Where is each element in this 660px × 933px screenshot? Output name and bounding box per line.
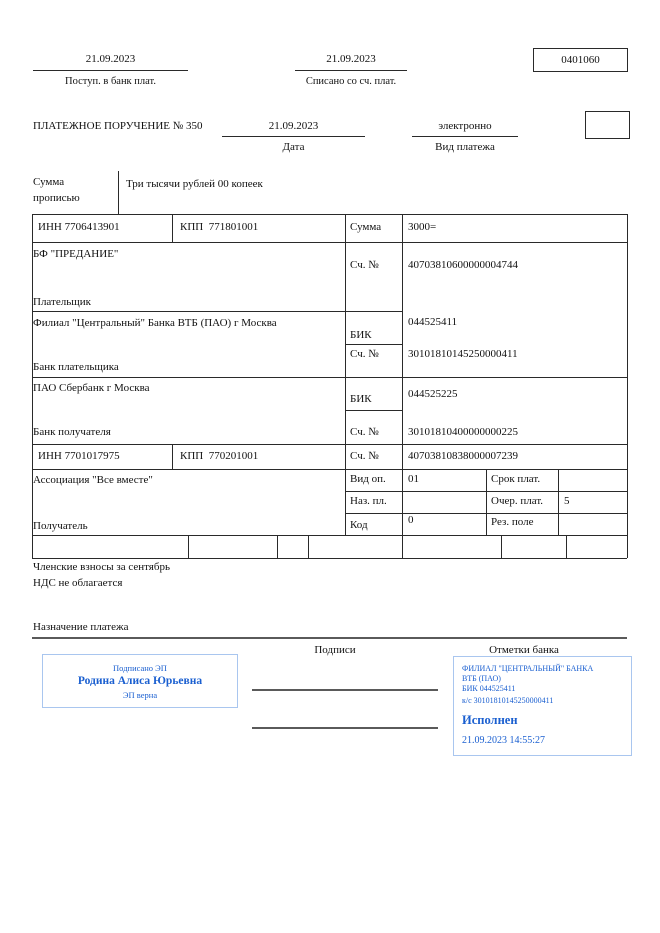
purpose-underline	[32, 637, 627, 639]
payee-bank-account-label: Сч. №	[350, 426, 379, 438]
payer-section-label: Плательщик	[33, 296, 91, 308]
reserve-field-label: Рез. поле	[491, 516, 534, 528]
bank-stamp-line-3: БИК 044525411	[462, 684, 516, 693]
esignature-stamp	[42, 654, 238, 708]
esignature-line-1: Подписано ЭП	[113, 662, 167, 673]
payment-kind-label: Вид платежа	[435, 141, 495, 153]
code-label: Код	[350, 519, 368, 531]
bank-stamp-datetime: 21.09.2023 14:55:27	[462, 735, 546, 746]
payer-bank-account-label: Сч. №	[350, 348, 379, 360]
payer-account: 40703810600000004744	[408, 259, 518, 271]
table-divider	[172, 444, 173, 469]
empty-code-box	[585, 111, 630, 139]
debited-date-underline	[295, 70, 407, 71]
table-line	[32, 469, 627, 470]
payee-bank-account: 30101810400000000225	[408, 426, 518, 438]
payee-account-label: Сч. №	[350, 450, 379, 462]
payer-bank-section-label: Банк плательщика	[33, 361, 119, 373]
amount-words-value: Три тысячи рублей 00 копеек	[126, 178, 263, 190]
payer-kpp: КПП 771801001	[180, 221, 259, 233]
signatures-header: Подписи	[314, 644, 356, 656]
payment-purpose-code-label: Наз. пл.	[350, 495, 387, 507]
table-divider	[501, 535, 502, 558]
signature-line-1	[252, 689, 438, 691]
bank-stamp-line-1: ФИЛИАЛ "ЦЕНТРАЛЬНЫЙ" БАНКА	[462, 664, 594, 673]
received-date-label: Поступ. в банк плат.	[65, 76, 156, 87]
bank-stamp-status: Исполнен	[462, 713, 518, 727]
payee-section-label: Получатель	[33, 520, 88, 532]
amount-words-label-2: прописью	[33, 192, 80, 204]
payee-kpp: КПП 770201001	[180, 450, 259, 462]
table-divider	[402, 535, 403, 558]
payer-name: БФ "ПРЕДАНИЕ"	[33, 248, 119, 260]
table-divider	[172, 214, 173, 242]
priority-label: Очер. плат.	[491, 495, 544, 507]
payment-kind-underline	[412, 136, 518, 137]
table-line	[32, 558, 627, 559]
table-divider	[402, 214, 403, 535]
signature-line-2	[252, 727, 438, 729]
received-date-underline	[33, 70, 188, 71]
payer-bank-bik-label: БИК	[350, 329, 372, 341]
payee-bank-bik-label: БИК	[350, 393, 372, 405]
payee-bank-name: ПАО Сбербанк г Москва	[33, 382, 150, 394]
document-date-label: Дата	[282, 141, 305, 153]
table-line	[32, 535, 627, 536]
op-type-value: 01	[408, 473, 419, 485]
debited-date: 21.09.2023	[326, 53, 376, 65]
amount-label: Сумма	[350, 221, 382, 233]
table-divider	[345, 214, 346, 535]
table-line	[32, 242, 627, 243]
table-divider	[188, 535, 189, 558]
esignature-signer-name: Родина Алиса Юрьевна	[77, 674, 203, 687]
payee-inn: ИНН 7701017975	[38, 450, 120, 462]
esignature-line-3: ЭП верна	[122, 689, 158, 700]
table-line	[345, 344, 402, 345]
table-divider	[558, 469, 559, 535]
purpose-line-1: Членские взносы за сентябрь	[33, 561, 170, 573]
payee-bank-section-label: Банк получателя	[33, 426, 111, 438]
code-value: 0	[408, 514, 414, 526]
table-border-right	[627, 214, 628, 558]
amount-value: 3000=	[408, 221, 437, 233]
table-line	[32, 214, 627, 215]
table-divider	[566, 535, 567, 558]
payee-bank-bik: 044525225	[408, 388, 458, 400]
payer-bank-bik: 044525411	[408, 316, 458, 328]
amount-words-label-1: Сумма	[33, 176, 65, 188]
payee-name: Ассоциация "Все вместе"	[33, 474, 153, 486]
table-line	[32, 377, 627, 378]
payer-bank-name: Филиал "Центральный" Банка ВТБ (ПАО) г Москва	[33, 317, 277, 329]
due-date-label: Срок плат.	[491, 473, 541, 485]
bank-marks-header: Отметки банка	[489, 644, 559, 656]
purpose-line-2: НДС не облагается	[33, 577, 123, 589]
received-date: 21.09.2023	[85, 53, 136, 65]
payer-account-label: Сч. №	[350, 259, 379, 271]
table-divider	[308, 535, 309, 558]
table-line	[345, 410, 402, 411]
table-line	[32, 444, 627, 445]
debited-date-label: Списано со сч. плат.	[305, 76, 397, 87]
bank-stamp-line-2: ВТБ (ПАО)	[462, 674, 501, 683]
priority-value: 5	[564, 495, 570, 507]
bank-execution-stamp	[453, 656, 632, 756]
table-divider	[277, 535, 278, 558]
payer-inn: ИНН 7706413901	[38, 221, 120, 233]
form-code-box	[533, 48, 628, 72]
bank-stamp-line-4: к/с 30101810145250000411	[462, 696, 554, 705]
document-date: 21.09.2023	[268, 120, 319, 132]
document-title: ПЛАТЕЖНОЕ ПОРУЧЕНИЕ № 350	[33, 120, 203, 132]
table-line	[32, 311, 402, 312]
payer-bank-account: 30101810145250000411	[408, 348, 518, 360]
document-date-underline	[222, 136, 365, 137]
payee-account: 40703810838000007239	[408, 450, 518, 462]
form-code: 0401060	[561, 54, 600, 66]
payment-kind: электронно	[438, 120, 492, 132]
op-type-label: Вид оп.	[350, 473, 386, 485]
purpose-section-label: Назначение платежа	[33, 621, 129, 633]
table-divider	[486, 469, 487, 535]
amount-words-divider	[118, 171, 119, 214]
